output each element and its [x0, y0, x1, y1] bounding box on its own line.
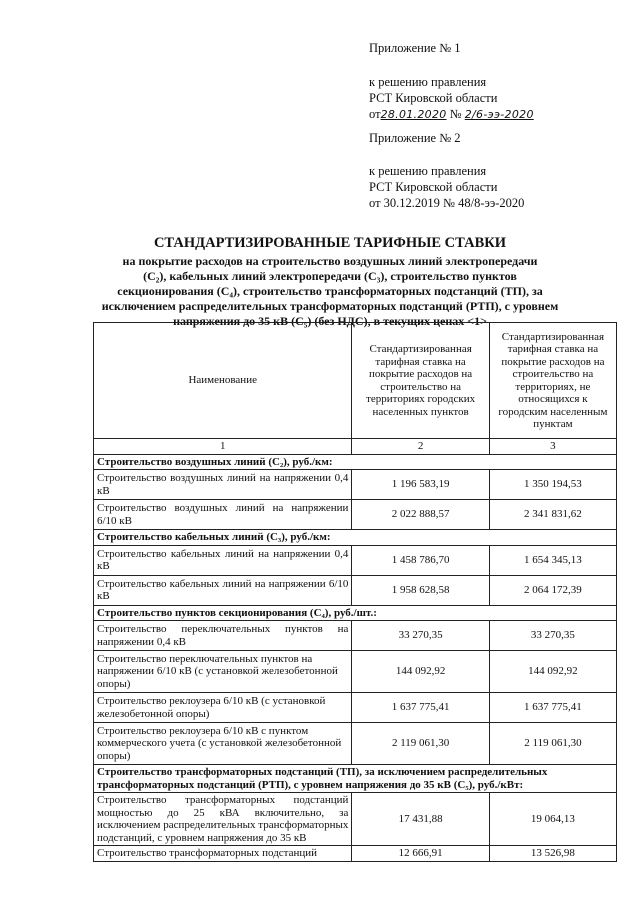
- table-row: [94, 846, 617, 862]
- row-urban-value: 12 666,91: [352, 846, 489, 862]
- title-sub-line: напряжения до 35 кВ (C₅) (без НДС), в текущих ценах <1>: [173, 314, 487, 328]
- title-sub-line: на покрытие расходов на строительство воздушных линий электропередачи: [122, 254, 538, 268]
- row-rural-value: 13 526,98: [489, 846, 616, 862]
- header-name: Наименование: [94, 323, 352, 439]
- section-row: [94, 605, 617, 621]
- section-row: [94, 454, 617, 470]
- row-name: Строительство воздушных линий на напряжении 0,4 кВ: [94, 470, 352, 500]
- column-number: 3: [489, 439, 616, 455]
- appendix-2-org: РСТ Кировской области: [369, 180, 498, 194]
- row-urban-value: 2 119 061,30: [352, 723, 489, 765]
- table-row: [94, 651, 617, 693]
- row-rural-value: 33 270,35: [489, 621, 616, 651]
- table-row: [94, 793, 617, 846]
- row-urban-value: 1 637 775,41: [352, 693, 489, 723]
- appendix-1-reference: [369, 74, 534, 123]
- row-rural-value: 1 654 345,13: [489, 545, 616, 575]
- table-row: [94, 693, 617, 723]
- handwritten-date: 28.01.2020: [380, 108, 447, 121]
- section-row: [94, 765, 617, 793]
- appendix-2-reference: [369, 163, 524, 211]
- appendix-1-title: Приложение № 1: [369, 41, 461, 55]
- row-rural-value: 2 064 172,39: [489, 575, 616, 605]
- row-rural-value: 2 341 831,62: [489, 500, 616, 530]
- column-number-row: [94, 439, 617, 455]
- appendix-2-decision: к решению правления: [369, 164, 487, 178]
- column-number: 1: [94, 439, 352, 455]
- section-title: Строительство пунктов секционирования (C₄), руб./шт.:: [94, 605, 617, 621]
- row-rural-value: 2 119 061,30: [489, 723, 616, 765]
- title-sub-line: исключением распределительных трансформаторных подстанций (РТП), с уровнем: [101, 299, 559, 313]
- row-name: Строительство реклоузера 6/10 кВ (с установкой железобетонной опоры): [94, 693, 352, 723]
- row-rural-value: 144 092,92: [489, 651, 616, 693]
- row-name: Строительство трансформаторных подстанций мощностью до 25 кВА включительно, за исключением распределительных трансформаторных подстанций, с уровнем напряжения до 35 кВ: [94, 793, 352, 846]
- header-urban: Стандартизированная тарифная ставка на покрытие расходов на строительство на территориях городских населенных пунктов: [352, 323, 489, 439]
- tariff-table: [93, 322, 617, 862]
- row-name: Строительство кабельных линий на напряжении 0,4 кВ: [94, 545, 352, 575]
- document-title-sub: [70, 254, 590, 329]
- row-name: Строительство переключательных пунктов на напряжении 6/10 кВ (с установкой железобетонной опоры): [94, 651, 352, 693]
- title-sub-line: секционирования (C₄), строительство трансформаторных подстанций (ТП), за: [117, 284, 543, 298]
- table-row: [94, 500, 617, 530]
- row-urban-value: 144 092,92: [352, 651, 489, 693]
- column-number: 2: [352, 439, 489, 455]
- header-rural: Стандартизированная тарифная ставка на покрытие расходов на строительство на территориях, не относящихся к городским населенным пунктам: [489, 323, 616, 439]
- handwritten-number: 2/6-ээ-2020: [464, 108, 534, 121]
- table-row: [94, 470, 617, 500]
- appendix-2-block: [369, 130, 461, 146]
- row-urban-value: 2 022 888,57: [352, 500, 489, 530]
- row-name: Строительство трансформаторных подстанций: [94, 846, 352, 862]
- table-row: [94, 545, 617, 575]
- title-sub-line: (C₂), кабельных линий электропередачи (C₃), строительство пунктов: [143, 269, 517, 283]
- table-row: [94, 723, 617, 765]
- row-name: Строительство реклоузера 6/10 кВ с пунктом коммерческого учета (с установкой железобетонной опоры): [94, 723, 352, 765]
- appendix-1-date-line: [369, 106, 534, 123]
- section-title: Строительство трансформаторных подстанций (ТП), за исключением распределительных трансформаторных подстанций (РТП), с уровнем напряжения до 35 кВ (C₅), руб./кВт:: [94, 765, 617, 793]
- row-name: Строительство воздушных линий на напряжении 6/10 кВ: [94, 500, 352, 530]
- row-urban-value: 17 431,88: [352, 793, 489, 846]
- date-prefix: от: [369, 107, 381, 121]
- row-name: Строительство переключательных пунктов на напряжении 0,4 кВ: [94, 621, 352, 651]
- section-title: Строительство воздушных линий (C₂), руб./км:: [94, 454, 617, 470]
- section-title: Строительство кабельных линий (C₃), руб./км:: [94, 530, 617, 546]
- table-row: [94, 575, 617, 605]
- appendix-2-date-line: от 30.12.2019 № 48/8-ээ-2020: [369, 196, 525, 210]
- number-sign: №: [449, 107, 462, 121]
- appendix-1-org: РСТ Кировской области: [369, 91, 498, 105]
- row-urban-value: 1 458 786,70: [352, 545, 489, 575]
- row-urban-value: 1 958 628,58: [352, 575, 489, 605]
- appendix-1-block: [369, 40, 461, 56]
- row-urban-value: 1 196 583,19: [352, 470, 489, 500]
- row-name: Строительство кабельных линий на напряжении 6/10 кВ: [94, 575, 352, 605]
- appendix-1-decision: к решению правления: [369, 75, 487, 89]
- table-row: [94, 621, 617, 651]
- row-urban-value: 33 270,35: [352, 621, 489, 651]
- table-header-row: [94, 323, 617, 439]
- row-rural-value: 19 064,13: [489, 793, 616, 846]
- row-rural-value: 1 350 194,53: [489, 470, 616, 500]
- row-rural-value: 1 637 775,41: [489, 693, 616, 723]
- section-row: [94, 530, 617, 546]
- document-title-main: СТАНДАРТИЗИРОВАННЫЕ ТАРИФНЫЕ СТАВКИ: [153, 235, 507, 251]
- document-title: [70, 234, 590, 329]
- appendix-2-title: Приложение № 2: [369, 131, 461, 145]
